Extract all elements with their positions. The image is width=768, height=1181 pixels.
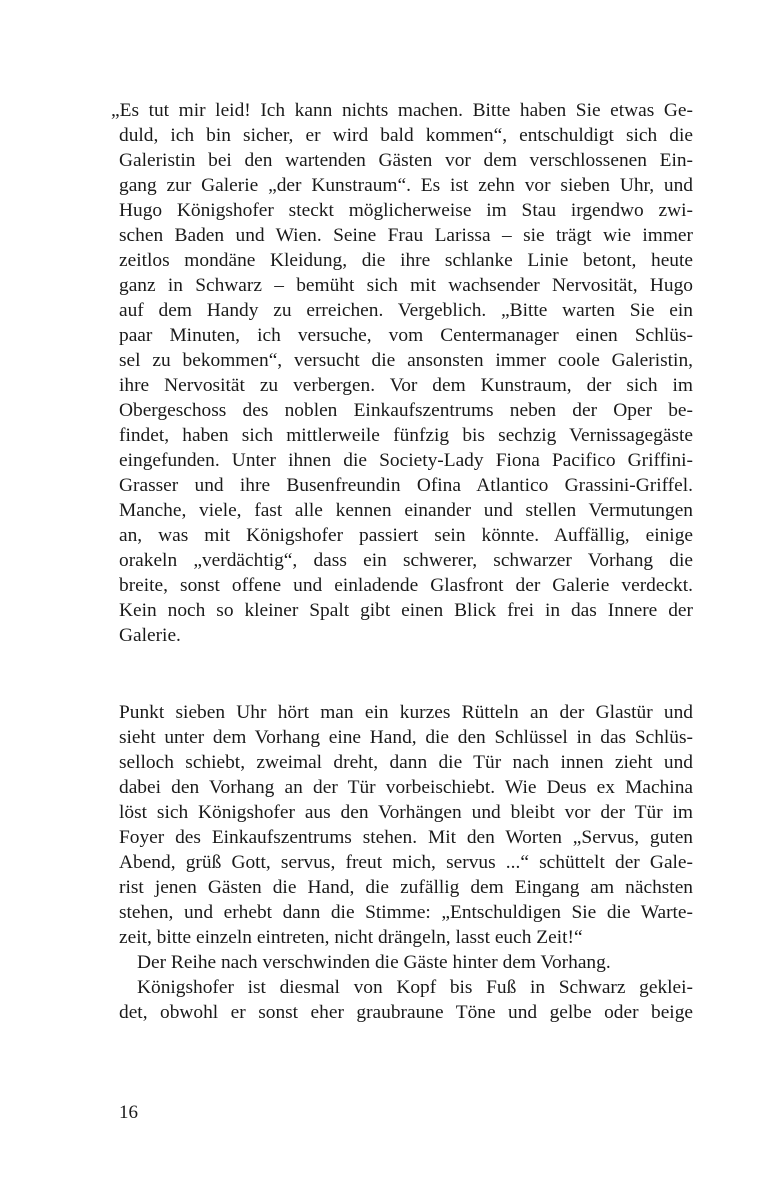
text-line: duld, ich bin sicher, er wird bald kommen“, entschuldigt sich die <box>119 125 693 146</box>
text-line: orakeln „verdächtig“, dass ein schwerer, schwarzer Vorhang die <box>119 550 693 571</box>
text-line: „Es tut mir leid! Ich kann nichts machen. Bitte haben Sie etwas Ge- <box>111 100 693 121</box>
text-line: sel zu bekommen“, versucht die ansonsten immer coole Galeristin, <box>119 350 693 371</box>
paragraph-1 <box>111 98 693 648</box>
text-line: schen Baden und Wien. Seine Frau Larissa – sie trägt wie immer <box>119 225 693 246</box>
text-line: gang zur Galerie „der Kunstraum“. Es ist zehn vor sieben Uhr, und <box>119 175 693 196</box>
text-line: findet, haben sich mittlerweile fünfzig bis sechzig Vernissagegäste <box>119 425 693 446</box>
text-line: selloch schiebt, zweimal dreht, dann die Tür nach innen zieht und <box>119 752 693 773</box>
text-line: ihre Nervosität zu verbergen. Vor dem Kunstraum, der sich im <box>119 375 693 396</box>
text-line: eingefunden. Unter ihnen die Society-Lady Fiona Pacifico Griffini- <box>119 450 693 471</box>
text-line: Hugo Königshofer steckt möglicherweise im Stau irgendwo zwi- <box>119 200 693 221</box>
text-line: Kein noch so kleiner Spalt gibt einen Blick frei in das Innere der <box>119 600 693 621</box>
text-line: sieht unter dem Vorhang eine Hand, die den Schlüssel in das Schlüs- <box>119 727 693 748</box>
text-line: Foyer des Einkaufszentrums stehen. Mit den Worten „Servus, guten <box>119 827 693 848</box>
paragraph-2 <box>119 700 693 1025</box>
text-line: Obergeschoss des noblen Einkaufszentrums neben der Oper be- <box>119 400 693 421</box>
text-line: dabei den Vorhang an der Tür vorbeischiebt. Wie Deus ex Machina <box>119 777 693 798</box>
text-line: löst sich Königshofer aus den Vorhängen und bleibt vor der Tür im <box>119 802 693 823</box>
text-line: Galerie. <box>119 625 181 646</box>
text-line: zeit, bitte einzeln eintreten, nicht drängeln, lasst euch Zeit!“ <box>119 927 583 948</box>
text-line: Königshofer ist diesmal von Kopf bis Fuß in Schwarz geklei- <box>137 977 693 998</box>
text-line: Abend, grüß Gott, servus, freut mich, servus ...“ schüttelt der Gale- <box>119 852 693 873</box>
text-line: det, obwohl er sonst eher graubraune Töne und gelbe oder beige <box>119 1002 693 1023</box>
text-line: an, was mit Königshofer passiert sein könnte. Auffällig, einige <box>119 525 693 546</box>
text-line: paar Minuten, ich versuche, vom Centermanager einen Schlüs- <box>119 325 693 346</box>
text-line: Der Reihe nach verschwinden die Gäste hinter dem Vorhang. <box>137 952 611 973</box>
text-line: stehen, und erhebt dann die Stimme: „Entschuldigen Sie die Warte- <box>119 902 693 923</box>
text-line: auf dem Handy zu erreichen. Vergeblich. „Bitte warten Sie ein <box>119 300 693 321</box>
text-line: rist jenen Gästen die Hand, die zufällig dem Eingang am nächsten <box>119 877 693 898</box>
page-number: 16 <box>119 1102 138 1123</box>
text-line: ganz in Schwarz – bemüht sich mit wachsender Nervosität, Hugo <box>119 275 693 296</box>
text-line: breite, sonst offene und einladende Glasfront der Galerie verdeckt. <box>119 575 693 596</box>
text-line: Galeristin bei den wartenden Gästen vor dem verschlossenen Ein- <box>119 150 693 171</box>
text-line: Punkt sieben Uhr hört man ein kurzes Rütteln an der Glastür und <box>119 702 693 723</box>
text-line: zeitlos mondäne Kleidung, die ihre schlanke Linie betont, heute <box>119 250 693 271</box>
text-line: Grasser und ihre Busenfreundin Ofina Atlantico Grassini-Griffel. <box>119 475 693 496</box>
text-line: Manche, viele, fast alle kennen einander und stellen Vermutungen <box>119 500 693 521</box>
